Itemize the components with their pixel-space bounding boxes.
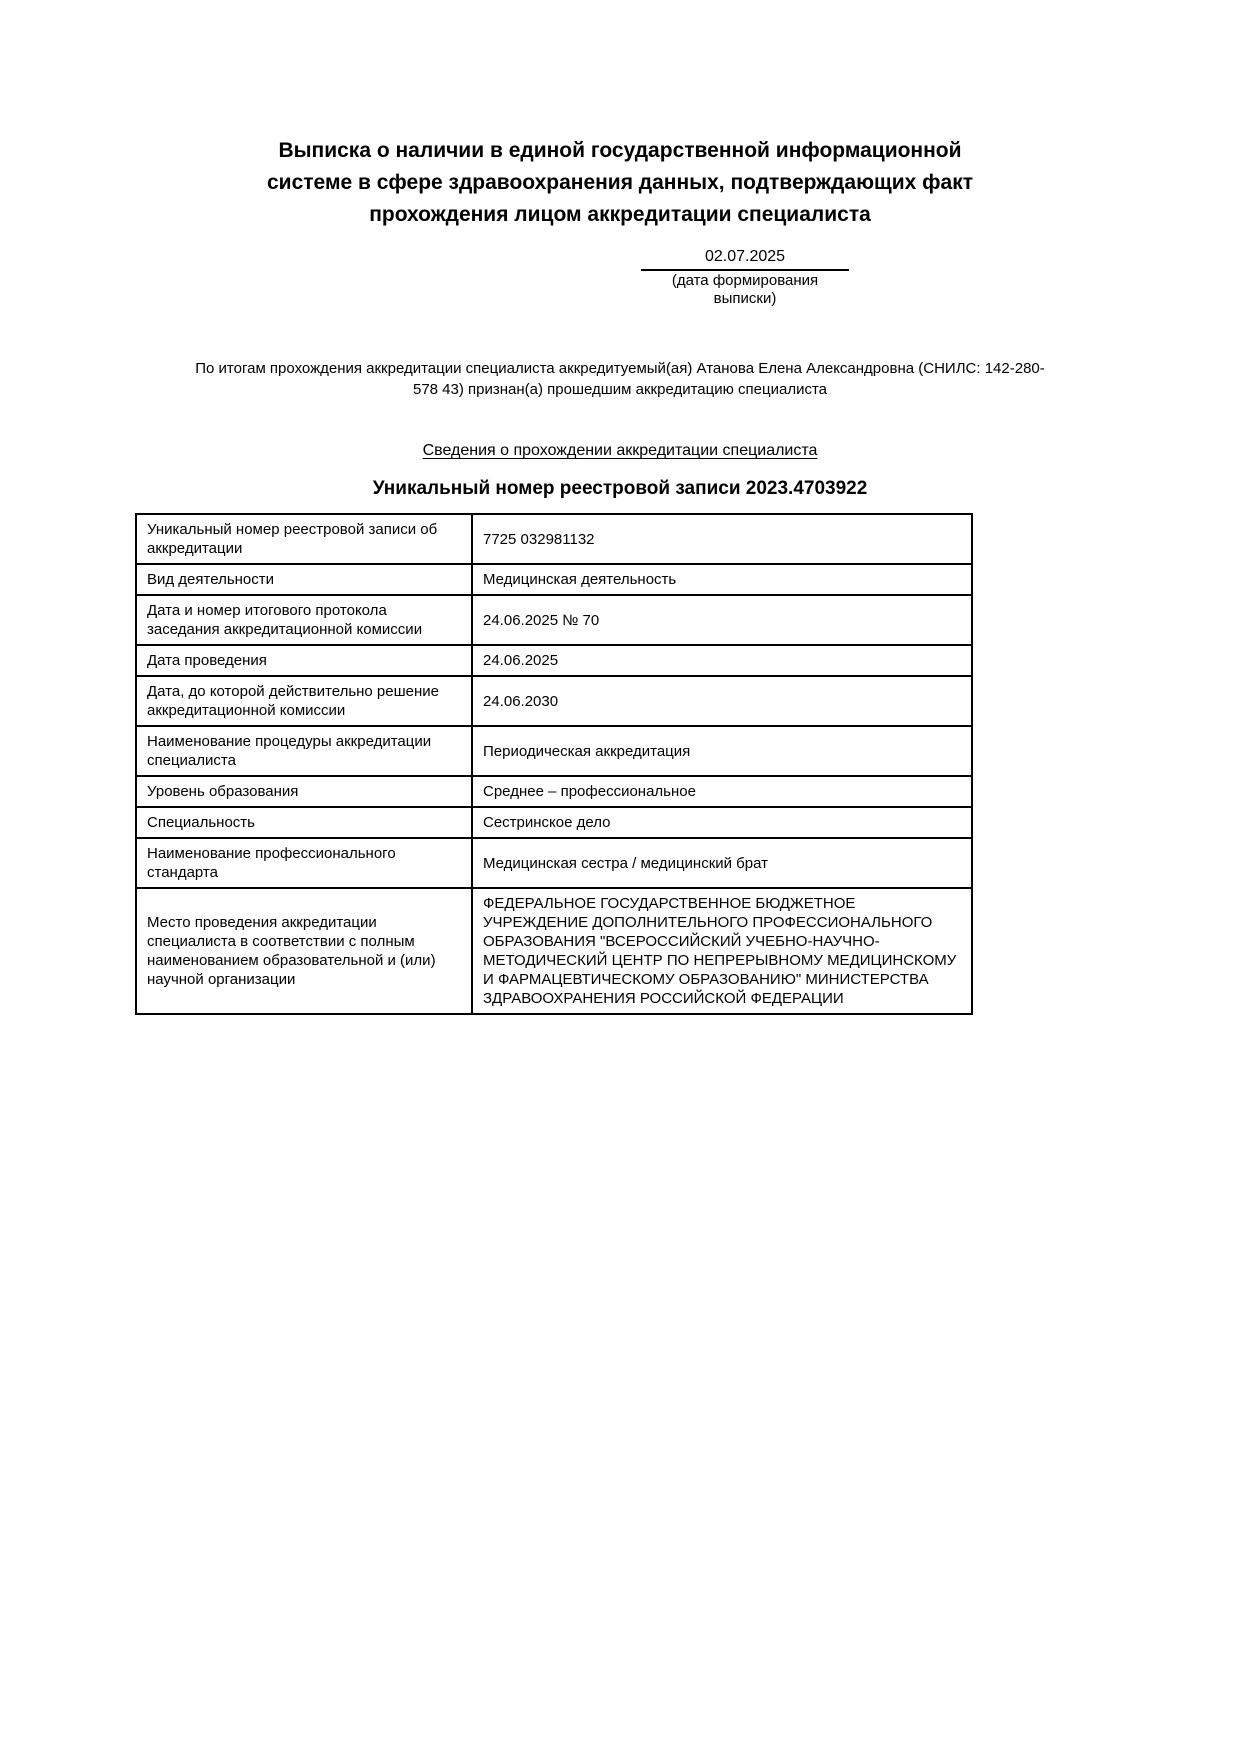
- row-label: Вид деятельности: [136, 564, 472, 595]
- accreditation-table: [135, 513, 973, 1015]
- row-label: Дата проведения: [136, 645, 472, 676]
- document-title-line: системе в сфере здравоохранения данных, подтверждающих факт: [266, 171, 973, 194]
- table-row: [136, 776, 972, 807]
- row-label: Уникальный номер реестровой записи об аккредитации: [136, 514, 472, 564]
- table-row: [136, 645, 972, 676]
- document-title-line: прохождения лицом аккредитации специалиста: [369, 203, 871, 226]
- row-value: 24.06.2025: [472, 645, 972, 676]
- row-value: ФЕДЕРАЛЬНОЕ ГОСУДАРСТВЕННОЕ БЮДЖЕТНОЕ УЧРЕЖДЕНИЕ ДОПОЛНИТЕЛЬНОГО ПРОФЕССИОНАЛЬНОГО ОБРАЗОВАНИЯ "ВСЕРОССИЙСКИЙ УЧЕБНО-НАУЧНО-МЕТОДИЧЕСКИЙ ЦЕНТР ПО НЕПРЕРЫВНОМУ МЕДИЦИНСКОМУ И ФАРМАЦЕВТИЧЕСКОМУ ОБРАЗОВАНИЮ" МИНИСТЕРСТВА ЗДРАВООХРАНЕНИЯ РОССИЙСКОЙ ФЕДЕРАЦИИ: [472, 888, 972, 1014]
- row-value: Медицинская сестра / медицинский брат: [472, 838, 972, 888]
- formation-date-caption: (дата формирования выписки): [671, 272, 819, 307]
- document-title-line: Выписка о наличии в единой государственной информационной: [278, 139, 962, 162]
- row-label: Наименование профессионального стандарта: [136, 838, 472, 888]
- row-value: Периодическая аккредитация: [472, 726, 972, 776]
- row-label: Место проведения аккредитации специалиста в соответствии с полным наименованием образовательной и (или) научной организации: [136, 888, 472, 1014]
- formation-date: 02.07.2025: [641, 247, 849, 271]
- row-value: Сестринское дело: [472, 807, 972, 838]
- formation-date-block: [641, 247, 849, 308]
- row-label: Дата и номер итогового протокола заседания аккредитационной комиссии: [136, 595, 472, 645]
- table-row: [136, 807, 972, 838]
- intro-paragraph: По итогам прохождения аккредитации специалиста аккредитуемый(ая) Атанова Елена Александровна (СНИЛС: 142-280-578 43) признан(а) прошедшим аккредитацию специалиста: [195, 360, 1045, 398]
- row-label: Наименование процедуры аккредитации специалиста: [136, 726, 472, 776]
- document-title: [0, 0, 1240, 231]
- row-value: 24.06.2025 № 70: [472, 595, 972, 645]
- row-value: 24.06.2030: [472, 676, 972, 726]
- table-row: [136, 888, 972, 1014]
- row-value: Среднее – профессиональное: [472, 776, 972, 807]
- table-row: [136, 676, 972, 726]
- section-title: [0, 442, 1240, 460]
- row-label: Дата, до которой действительно решение аккредитационной комиссии: [136, 676, 472, 726]
- registry-number-heading: Уникальный номер реестровой записи 2023.4703922: [372, 478, 868, 499]
- row-value: Медицинская деятельность: [472, 564, 972, 595]
- section-title-text: Сведения о прохождении аккредитации специалиста: [422, 442, 818, 459]
- row-label: Специальность: [136, 807, 472, 838]
- row-label: Уровень образования: [136, 776, 472, 807]
- table-row: [136, 514, 972, 564]
- table-row: [136, 726, 972, 776]
- table-row: [136, 838, 972, 888]
- row-value: 7725 032981132: [472, 514, 972, 564]
- table-row: [136, 595, 972, 645]
- table-row: [136, 564, 972, 595]
